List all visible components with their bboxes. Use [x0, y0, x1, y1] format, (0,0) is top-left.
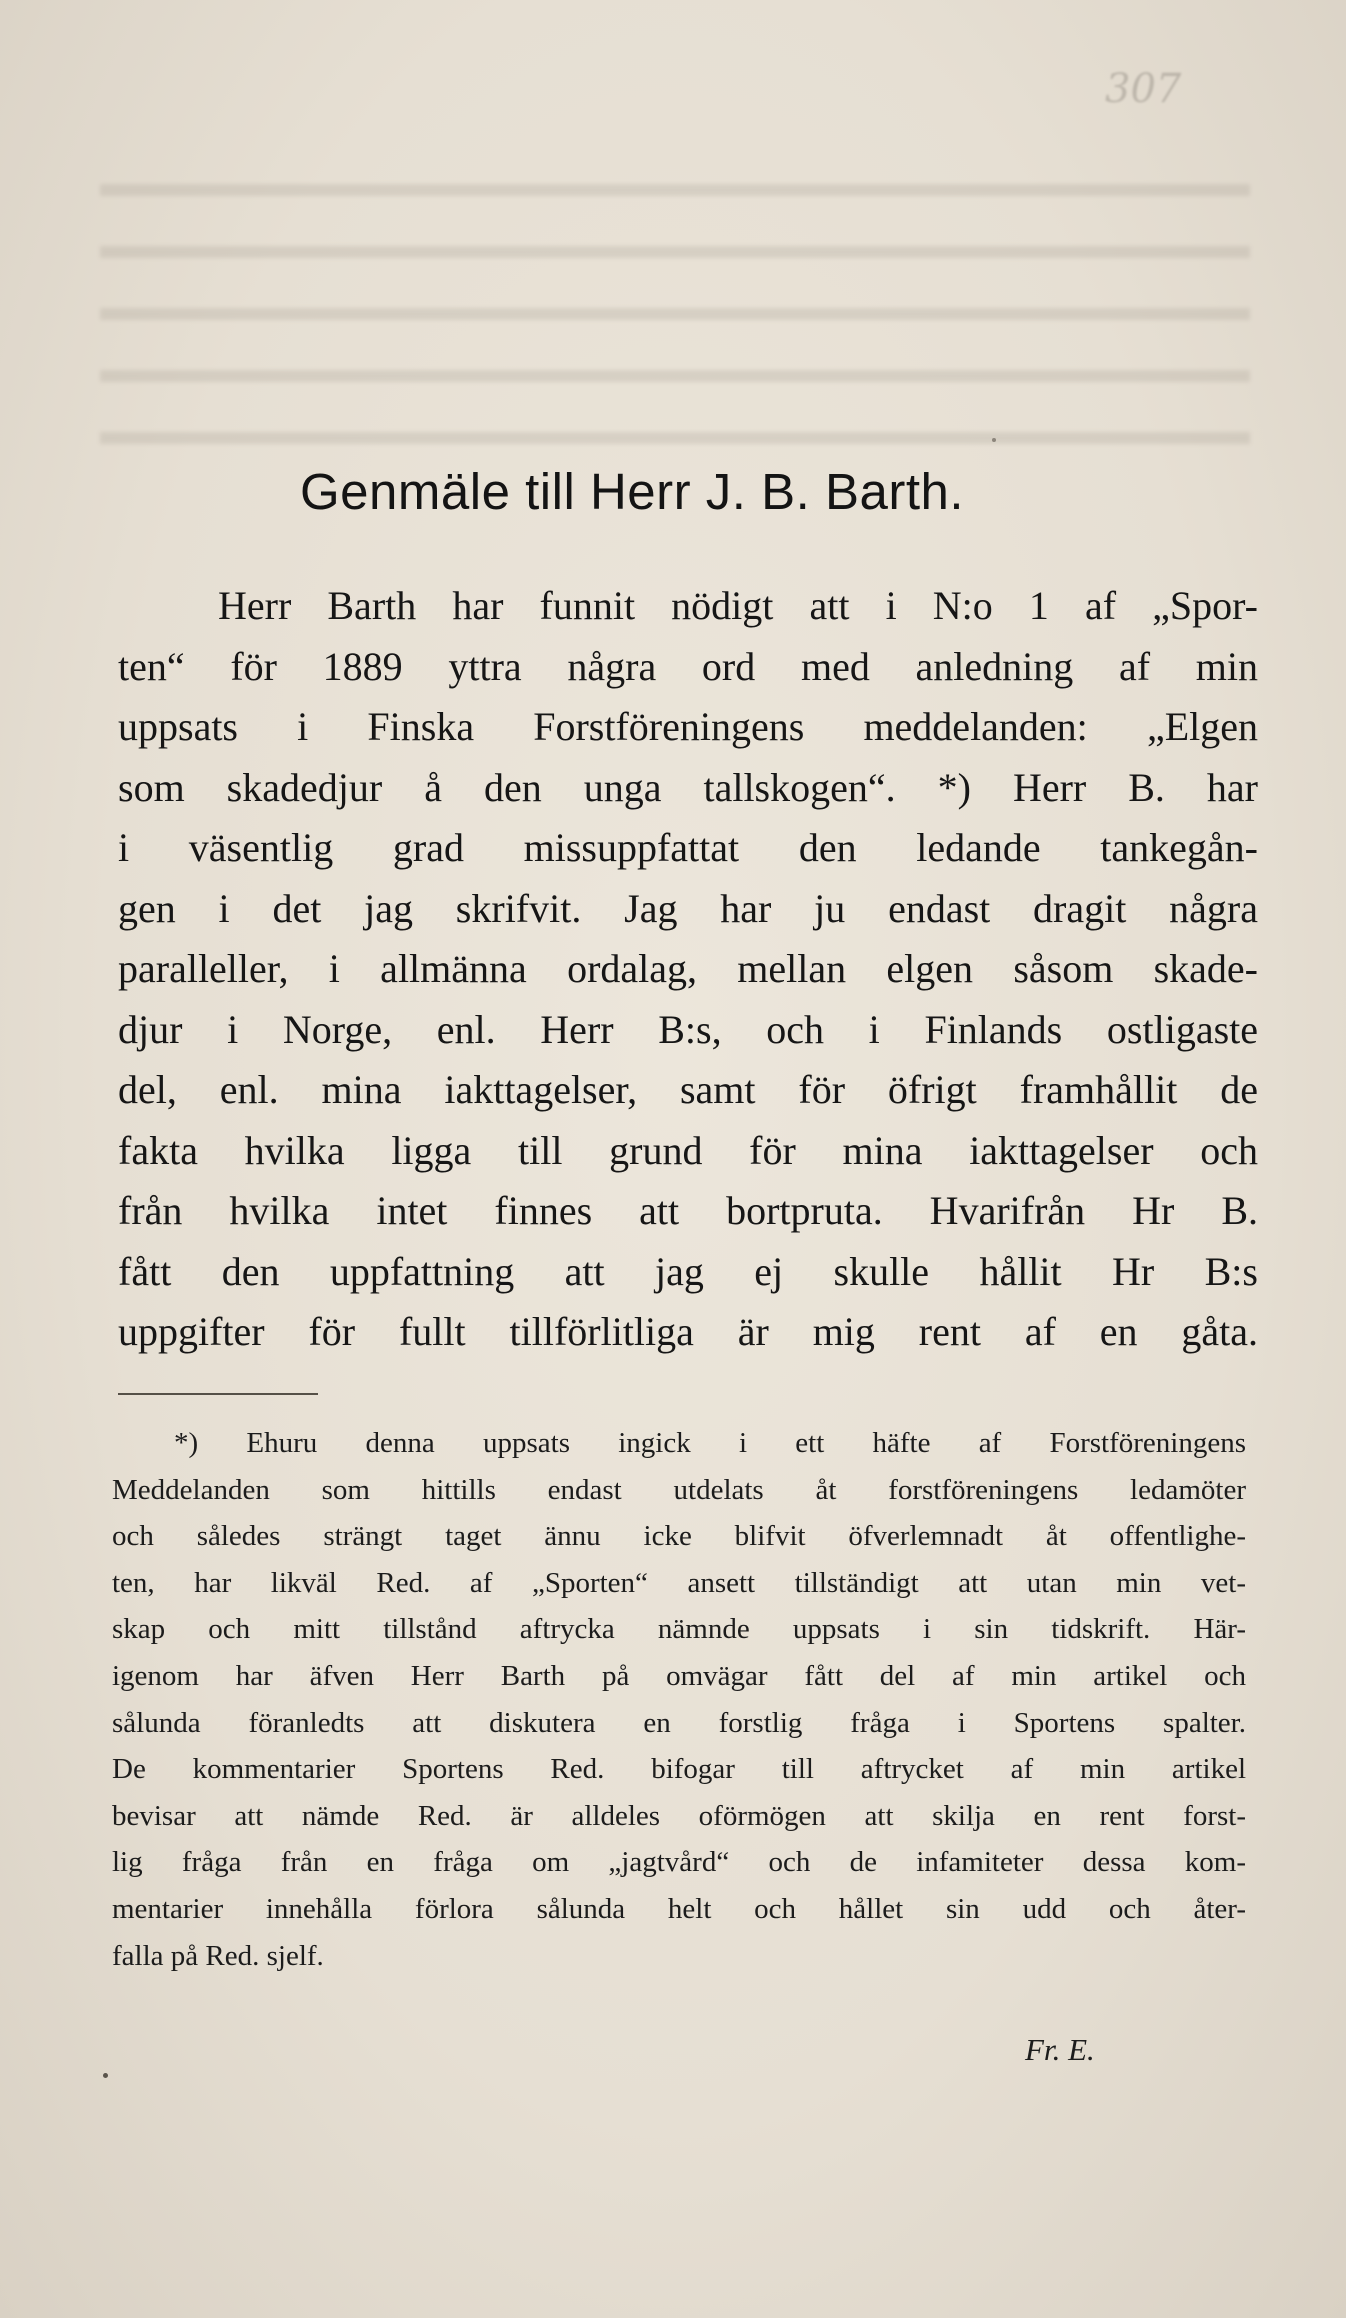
- signature: Fr. E.: [1025, 2032, 1095, 2067]
- paper-speck: [992, 438, 996, 442]
- footnote-line: igenom har äfven Herr Barth på omvägar fått del af min artikel och: [112, 1659, 1246, 1692]
- footnote-line: Meddelanden som hittills endast utdelats åt forstföreningens ledamöter: [112, 1473, 1246, 1506]
- body-line: ten“ för 1889 yttra några ord med anledning af min: [118, 643, 1258, 689]
- footnote-line: mentarier innehålla förlora sålunda helt och hållet sin udd och åter-: [112, 1892, 1246, 1925]
- body-line: uppgifter för fullt tillförlitliga är mig rent af en gåta.: [118, 1309, 1258, 1354]
- footnote-line: sålunda föranledts att diskutera en forstlig fråga i Sportens spalter.: [112, 1706, 1246, 1739]
- article-title: Genmäle till Herr J. B. Barth.: [300, 463, 965, 520]
- body-line: paralleller, i allmänna ordalag, mellan elgen såsom skade-: [118, 946, 1258, 991]
- body-line: fakta hvilka ligga till grund för mina iakttagelser och: [118, 1127, 1258, 1173]
- footnote-line: *) Ehuru denna uppsats ingick i ett häfte af Forstföreningens: [174, 1427, 1246, 1459]
- body-line: Herr Barth har funnit nödigt att i N:o 1 af „Spor-: [218, 583, 1258, 628]
- page-number: 307: [1105, 66, 1182, 112]
- footnote-line: bevisar att nämde Red. är alldeles oförmögen att skilja en rent forst-: [112, 1799, 1246, 1832]
- body-line: gen i det jag skrifvit. Jag har ju endast dragit några: [118, 885, 1258, 931]
- footnote-line: ten, har likväl Red. af „Sporten“ ansett tillständigt att utan min vet-: [112, 1566, 1246, 1599]
- body-line: uppsats i Finska Forstföreningens meddelanden: „Elgen: [118, 704, 1258, 749]
- footnote-separator: [118, 1393, 318, 1395]
- footnote: [112, 1420, 1246, 1979]
- body-line: del, enl. mina iakttagelser, samt för öfrigt framhållit de: [118, 1067, 1258, 1112]
- body-line: fått den uppfattning att jag ej skulle hållit Hr B:s: [118, 1248, 1258, 1294]
- article-body: [118, 576, 1258, 1363]
- bleed-through-text: [100, 150, 1250, 480]
- footnote-line: falla på Red. sjelf.: [112, 1939, 324, 1972]
- footnote-line: och således strängt taget ännu icke blifvit öfverlemnadt åt offentlighe-: [112, 1520, 1246, 1553]
- body-line: från hvilka intet finnes att bortpruta. Hvarifrån Hr B.: [118, 1188, 1258, 1233]
- footnote-line: skap och mitt tillstånd aftrycka nämnde uppsats i sin tidskrift. Här-: [112, 1613, 1246, 1646]
- paper-speck: [103, 2073, 108, 2078]
- body-line: som skadedjur å den unga tallskogen“. *) Herr B. har: [118, 764, 1258, 810]
- body-line: i väsentlig grad missuppfattat den ledande tankegån-: [118, 825, 1258, 870]
- footnote-line: lig fråga från en fråga om „jagtvård“ och de infamiteter dessa kom-: [112, 1846, 1246, 1879]
- body-line: djur i Norge, enl. Herr B:s, och i Finlands ostligaste: [118, 1006, 1258, 1052]
- footnote-line: De kommentarier Sportens Red. bifogar till aftrycket af min artikel: [112, 1753, 1246, 1786]
